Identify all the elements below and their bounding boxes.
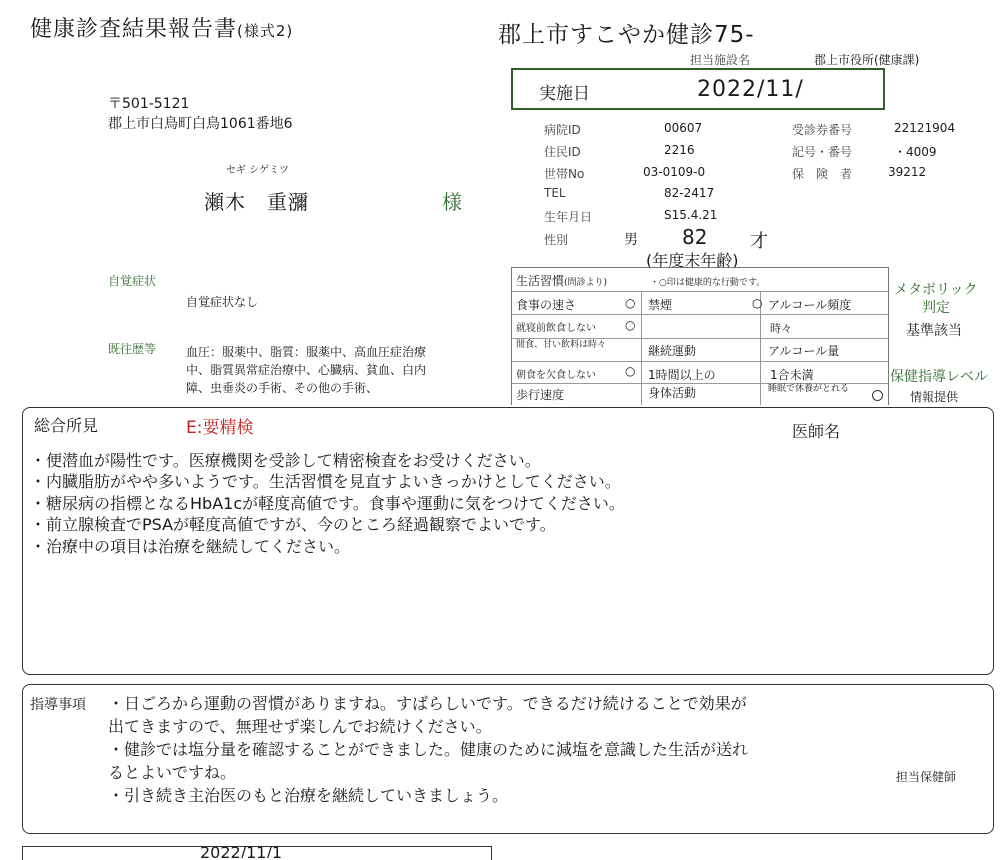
guidance-line: 出てきますので、無理せず楽しんでお続けください。 [108,717,492,736]
symptoms-label: 自覚症状 [108,274,157,288]
id-value-tel: 82-2417 [664,186,715,200]
metabolic-value: 基準該当 [906,323,962,339]
guidance-level-label: 保健指導レベル [890,369,988,385]
facility-value: 郡上市役所(健康課) [814,53,920,67]
lifestyle-item-label: 食事の速さ [516,298,577,312]
metabolic-label: メタボリック [894,282,978,298]
lifestyle-header-text: 生活習慣 [516,274,565,288]
age-value: 82 [682,225,708,249]
guidance-line: ・健診では塩分量を確認することができました。健康のために減塩を意識した生活が送れ [108,740,749,759]
lifestyle-right-label: アルコール頻度 [768,298,852,312]
lifestyle-item-label: 就寝前飲食しない [516,323,596,334]
findings-label: 総合所見 [34,416,99,435]
lifestyle-item-value: 継続運動 [648,344,697,358]
id-label-tel: TEL [544,186,566,200]
lifestyle-right-label: アルコール量 [768,344,840,358]
history-line: 血圧：服薬中、脂質：服薬中、高血圧症治療 [186,345,427,359]
finding-line: ・前立腺検査でPSAが軽度高値ですが、今のところ経過観察でよいです。 [30,515,556,534]
lifestyle-item-mark: ○ [625,318,636,332]
postal-code: 〒501-5121 [108,96,190,112]
id-value-household: 03-0109-0 [643,165,706,179]
history-label: 既往歴等 [108,342,157,356]
lifestyle-legend: ・○印は健康的な行動です。 [650,278,766,288]
id-value-hospital: 00607 [664,121,703,135]
finding-line: ・糖尿病の指標となるHbA1cが軽度高値です。食事や運動に気をつけてください。 [30,494,625,513]
id-value-ticket: 22121904 [894,121,956,135]
guidance-line: ・引き続き主治医のもと治療を継続していきましょう。 [108,786,509,805]
exam-date-value: 2022/11/ [697,77,804,102]
id-label-hospital: 病院ID [544,123,581,137]
id-label-symbol: 記号・番号 [792,145,853,159]
sleep-circle-icon [872,390,883,401]
age-unit: 才 [750,231,768,252]
title-text: 健康診査結果報告書 [30,17,238,42]
patient-honorific: 様 [442,190,462,214]
exam-date-label: 実施日 [539,84,590,104]
history-line: 障、虫垂炎の手術、その他の手術、 [186,381,379,395]
guidance-label: 指導事項 [30,697,86,713]
program-name: 郡上市すこやか健診75- [498,22,755,48]
id-value-symbol: ・4009 [894,145,937,159]
id-label-household: 世帯No [544,167,585,181]
lifestyle-item-label: 間食、甘い飲料は時々 [516,340,607,350]
id-value-resident: 2216 [664,143,695,157]
age-note: (年度末年齢) [646,251,739,270]
lifestyle-item-label: 歩行速度 [516,388,565,402]
facility-label: 担当施設名 [690,53,751,67]
id-value-insurer: 39212 [888,165,927,179]
guidance-line: るとよいですね。 [108,763,237,782]
id-value-sex: 男 [624,232,638,248]
lifestyle-right-label: 睡眠で休養がとれる [768,384,850,394]
id-label-resident: 住民ID [544,145,581,159]
guidance-line: ・日ごろから運動の習慣がありますね。すばらしいです。できるだけ続けることで効果が [108,694,747,713]
lifestyle-item-value: 禁煙 [648,298,673,312]
doctor-label: 医師名 [792,422,841,441]
lifestyle-item-value: 身体活動 [648,386,697,400]
id-label-ticket: 受診券番号 [792,123,853,137]
symptoms-value: 自覚症状なし [186,295,259,309]
lifestyle-item-mark: ○ [625,296,636,310]
lifestyle-item-mark: ○ [625,364,636,378]
id-label-sex: 性別 [544,233,569,247]
id-label-birthdate: 生年月日 [544,210,593,224]
findings-grade: E:要精検 [186,418,254,438]
lifestyle-item-value: 1時間以上の [648,368,716,382]
metabolic-label-2: 判定 [922,300,950,316]
id-value-birthdate: S15.4.21 [664,208,718,222]
patient-name: 瀬木 重瀰 [204,190,309,214]
lifestyle-header [516,272,607,289]
lifestyle-item-label: 朝食を欠食しない [516,370,596,381]
lifestyle-right-mark: ○ [752,296,763,310]
finding-line: ・便潜血が陽性です。医療機関を受診して精密検査をお受けください。 [30,451,541,470]
finding-line: ・内臓脂肪がやや多いようです。生活習慣を見直すよいきっかけとしてください。 [30,472,621,491]
lifestyle-right-value: 1合未満 [770,368,814,382]
lifestyle-right-value: 時々 [770,322,792,335]
street-address: 郡上市白鳥町白鳥1061番地6 [108,116,293,132]
guidance-level-value: 情報提供 [910,390,959,404]
history-line: 中、脂質異常症治療中、心臓病、貧血、白内 [186,363,427,377]
footer-partial-date: 2022/11/1 [200,846,283,858]
lifestyle-header-note: (問診より) [564,278,608,288]
document-title [30,12,293,43]
id-label-insurer: 保 険 者 [792,167,853,181]
nurse-label: 担当保健師 [896,770,957,784]
finding-line: ・治療中の項目は治療を継続してください。 [30,537,351,556]
exam-date-box [511,68,885,110]
title-suffix: (様式2) [237,22,294,40]
name-furigana: セギ シゲミツ [226,165,289,176]
